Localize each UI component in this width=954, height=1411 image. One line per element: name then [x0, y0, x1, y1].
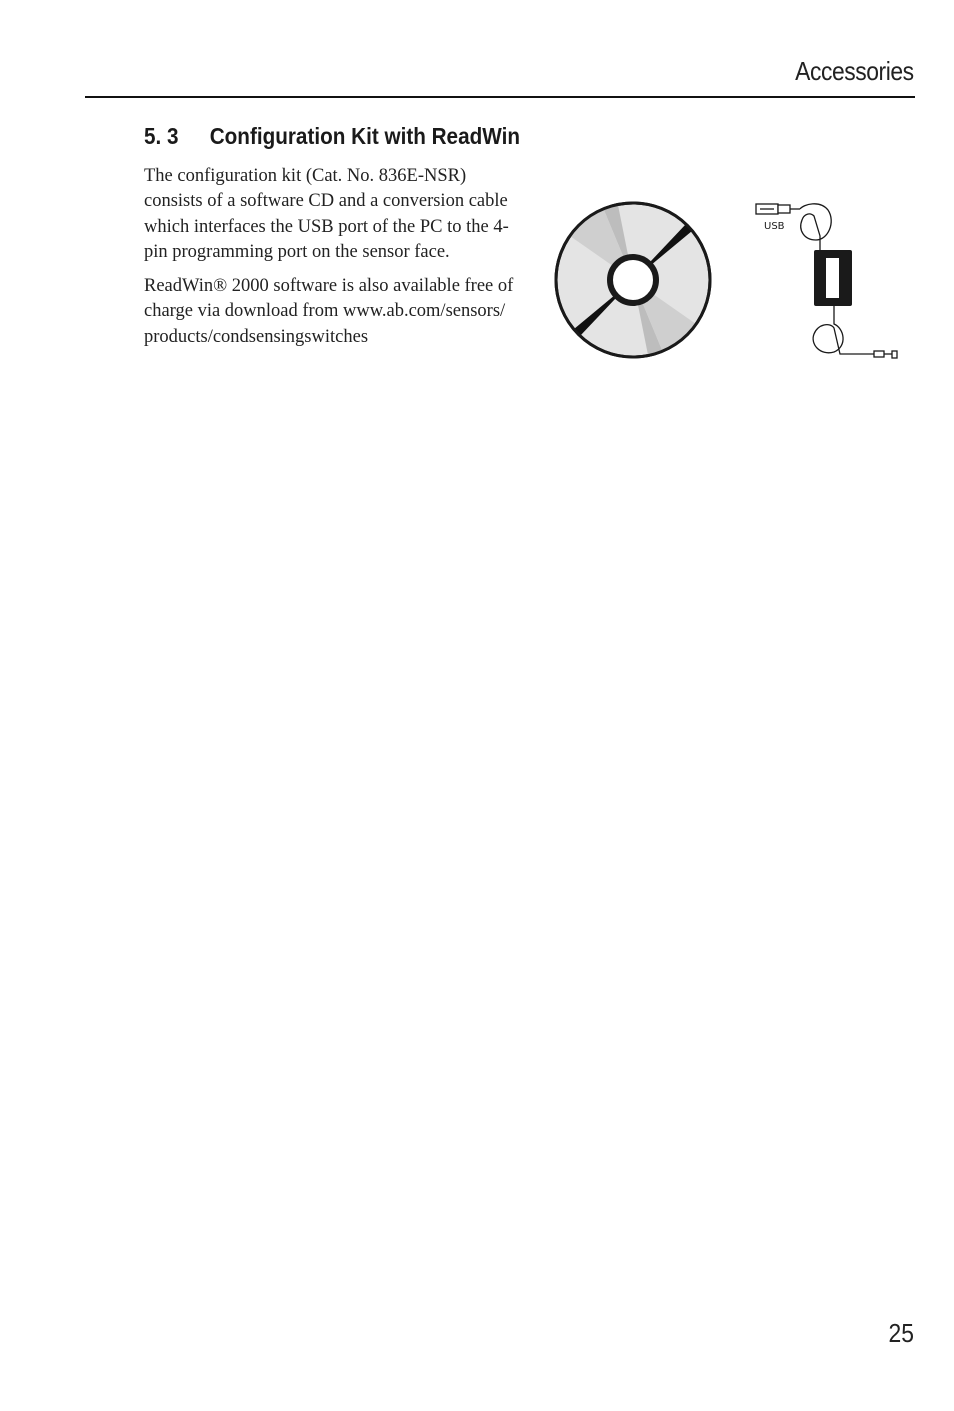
- section-heading: [144, 123, 520, 150]
- section-number: 5. 3: [144, 123, 179, 149]
- paragraph-kit-description: The configuration kit (Cat. No. 836E-NSR) consists of a software CD and a conversion cable which interfaces the USB port of the PC to the 4-pin programming port on the sensor face.: [144, 166, 509, 262]
- paragraph-download-info: ReadWin® 2000 software is also available free of charge via download from www.ab.com/sensors/ products/condsensingswitches: [144, 276, 514, 347]
- configuration-kit-figure: [552, 196, 904, 364]
- header-rule: [85, 96, 915, 98]
- running-header-title: Accessories: [795, 56, 914, 86]
- section-title: Configuration Kit with ReadWin: [209, 123, 520, 149]
- cd-icon: [556, 203, 710, 357]
- usb-label: USB: [764, 221, 785, 232]
- section-body: [144, 164, 524, 359]
- page-number: 25: [888, 1318, 914, 1348]
